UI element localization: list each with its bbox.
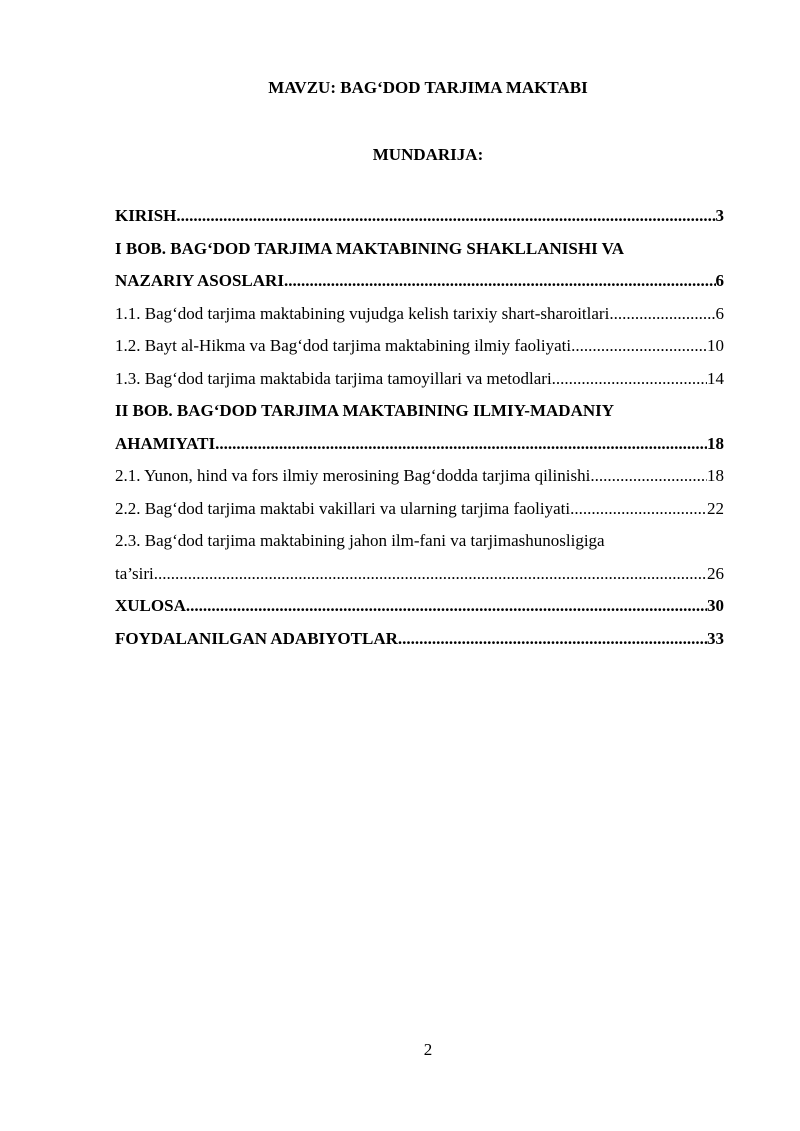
toc-entry [115, 395, 724, 428]
toc-entry [115, 330, 724, 363]
toc-entry-page-number: 6 [715, 271, 724, 290]
toc-entry-page-number: 6 [715, 303, 724, 323]
toc-entry [115, 493, 724, 526]
toc-entry-page-number: 30 [707, 596, 724, 615]
toc-entry-page-number: 10 [707, 336, 724, 355]
toc-dot-leader [284, 265, 716, 298]
toc-entry-title: 1.3. Bag‘dod tarjima maktabida tarjima tamoyillari va metodlari [115, 368, 552, 388]
toc-dot-leader [590, 460, 707, 493]
toc-entry [115, 590, 724, 623]
toc-entry-page-number: 14 [707, 368, 724, 388]
toc-dot-leader [186, 590, 707, 623]
toc-entry-page-number: 22 [707, 498, 724, 518]
toc-entry [115, 363, 724, 396]
toc-entry-page-number: 18 [707, 466, 724, 485]
table-of-contents [115, 200, 724, 655]
toc-entry-page-number: 18 [707, 433, 724, 453]
toc-entry [115, 200, 724, 233]
toc-entry-title: 1.1. Bag‘dod tarjima maktabining vujudga kelish tarixiy shart-sharoitlari [115, 303, 610, 323]
toc-entry-page-number: 33 [707, 628, 724, 648]
toc-dot-leader [215, 428, 707, 461]
toc-entry-page-number: 26 [707, 563, 724, 583]
toc-entry-page-number: 3 [715, 206, 724, 225]
toc-entry-title: XULOSA [115, 596, 186, 615]
toc-entry-title: 2.1. Yunon, hind va fors ilmiy merosining Bag‘dodda tarjima qilinishi [115, 466, 591, 485]
toc-dot-leader [552, 363, 707, 396]
toc-entry-title: II BOB. BAG‘DOD TARJIMA MAKTABINING ILMIY-MADANIY [115, 401, 615, 420]
toc-dot-leader [398, 623, 707, 656]
toc-entry-title: ta’siri [115, 563, 154, 583]
toc-entry [115, 460, 724, 493]
toc-entry-title: 2.2. Bag‘dod tarjima maktabi vakillari va ularning tarjima faoliyati [115, 498, 571, 518]
toc-entry-title: 1.2. Bayt al-Hikma va Bag‘dod tarjima maktabining ilmiy faoliyati [115, 336, 572, 355]
toc-entry-title: AHAMIYATI [115, 433, 216, 453]
toc-entry [115, 265, 724, 298]
toc-entry-title: NAZARIY ASOSLARI [115, 271, 284, 290]
table-of-contents-heading: MUNDARIJA: [372, 145, 484, 164]
toc-dot-leader [154, 558, 707, 591]
toc-dot-leader [609, 298, 715, 331]
toc-dot-leader [176, 200, 715, 233]
toc-entry-title: 2.3. Bag‘dod tarjima maktabining jahon ilm-fani va tarjimashunosligiga [115, 531, 605, 550]
toc-entry-title: KIRISH [115, 206, 177, 225]
toc-entry [115, 558, 724, 591]
document-title: MAVZU: BAG‘DOD TARJIMA MAKTABI [268, 78, 588, 97]
page-number: 2 [423, 1040, 433, 1059]
toc-entry-title: FOYDALANILGAN ADABIYOTLAR [115, 628, 398, 648]
toc-entry [115, 298, 724, 331]
toc-dot-leader [570, 493, 707, 526]
toc-entry [115, 428, 724, 461]
toc-entry [115, 233, 724, 266]
toc-entry-title: I BOB. BAG‘DOD TARJIMA MAKTABINING SHAKLLANISHI VA [115, 238, 624, 258]
toc-entry [115, 525, 724, 558]
toc-entry [115, 623, 724, 656]
toc-dot-leader [571, 330, 707, 363]
